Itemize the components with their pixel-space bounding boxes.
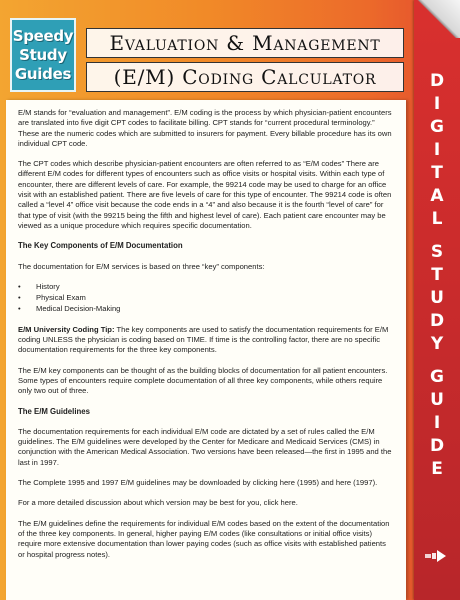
side-letter: U [430, 390, 444, 410]
logo-line-1: Speedy [12, 26, 74, 45]
paragraph-requirements: The E/M guidelines define the requirements for individual E/M codes based on the extent of the documentation of the three key components. In general, higher paying E/M codes (like consultations or initial office visits) require more extensive documentation than lower paying codes (such as office visits with established patients or hospital progress notes). [18, 518, 390, 559]
cover-header [0, 0, 412, 100]
side-letter: A [430, 186, 444, 206]
list-item: • Medical Decision-Making [36, 304, 394, 314]
arrow-logo-icon [424, 548, 448, 564]
title-line-2: (E/M) Coding Calculator [86, 62, 404, 92]
side-letter: T [431, 163, 443, 183]
document-page [6, 100, 406, 600]
heading-em-guidelines: The E/M Guidelines [18, 406, 90, 416]
paragraph-discussion-link[interactable]: For a more detailed discussion about which version may be best for you, click here. [18, 498, 298, 508]
side-letter: T [431, 265, 443, 285]
paragraph-building-blocks: The E/M key components can be thought of as the building blocks of documentation for all patient encounters. Some types of encounters require complete documentation of all three key components, while others require only two out of three. [18, 365, 388, 396]
list-item: • History [36, 282, 394, 292]
paragraph-em-definition: E/M stands for “evaluation and management”. E/M coding is the process by which physician-patient encounters are translated into five digit CPT codes to facilitate billing. CPT stands for “current procedural terminology.” These are the numeric codes which are submitted to insurers for payment. Every billable procedure has its own individual CPT code. [18, 108, 392, 148]
components-list [18, 282, 394, 315]
side-letter: D [429, 311, 445, 331]
title-line-1: Evaluation & Management [86, 28, 404, 58]
speedy-study-guides-logo [10, 18, 76, 92]
side-letter: G [430, 367, 444, 387]
logo-line-2: Study [19, 45, 67, 64]
side-letter: Y [430, 334, 444, 354]
logo-line-3: Guides [14, 64, 72, 83]
side-letter: I [433, 94, 441, 114]
side-letter: G [430, 117, 444, 137]
heading-key-components: The Key Components of E/M Documentation [18, 241, 183, 251]
paragraph-components-intro: The documentation for E/M services is based on three “key” components: [18, 261, 265, 271]
paragraph-download-links[interactable]: The Complete 1995 and 1997 E/M guidelines may be downloaded by clicking here (1995) and here (1997). [18, 478, 378, 488]
coding-tip [18, 325, 394, 356]
list-item: • Physical Exam [36, 293, 394, 303]
paragraph-guidelines-rules: The documentation requirements for each individual E/M code are dictated by a set of rules called the E/M guidelines. The E/M guidelines were developed by the Center for Medicare and Medicaid Services (CMS) in conjunction with the American Medical Association. Two versions have been released—the first in 1995 and the last in 1997. [18, 426, 392, 467]
page-curl-corner [414, 0, 460, 38]
side-letter: S [430, 242, 444, 262]
side-letter: L [431, 209, 443, 229]
side-letter: U [430, 288, 444, 308]
side-letter: D [429, 71, 445, 91]
side-letter: I [433, 140, 441, 160]
coding-tip-label: E/M University Coding Tip: [18, 324, 115, 334]
paragraph-cpt-codes: The CPT codes which describe physician-patient encounters are often referred to as “E/M codes” There are different E/M codes for different types of encounters such as office visits or hospital visits. Within each type of encounter, there are different levels of care. For example, the 99214 code may be used to charge for an office visit with an established patient. There are five levels of care for this type of encounter. The 99214 code is often called a “level 4” office visit because the code ends in a “4” and also because it is the fourth “level of care” for that type of visit (with the 99215 being the fifth and highest level of care). Each patient care encounter may be viewed as a unique procedure which requires specific documentation. [18, 159, 392, 230]
coding-tip-text: The key components are used to satisfy the documentation requirements for E/M coding UNLESS the physician is coding based on TIME. If time is the controlling factor, there are no specific documentation requirements for the three key components. [18, 324, 389, 355]
side-letter: E [431, 459, 443, 479]
side-banner [414, 0, 460, 600]
side-letter: I [433, 413, 441, 433]
side-letter: D [429, 436, 445, 456]
side-banner-text [414, 70, 460, 481]
